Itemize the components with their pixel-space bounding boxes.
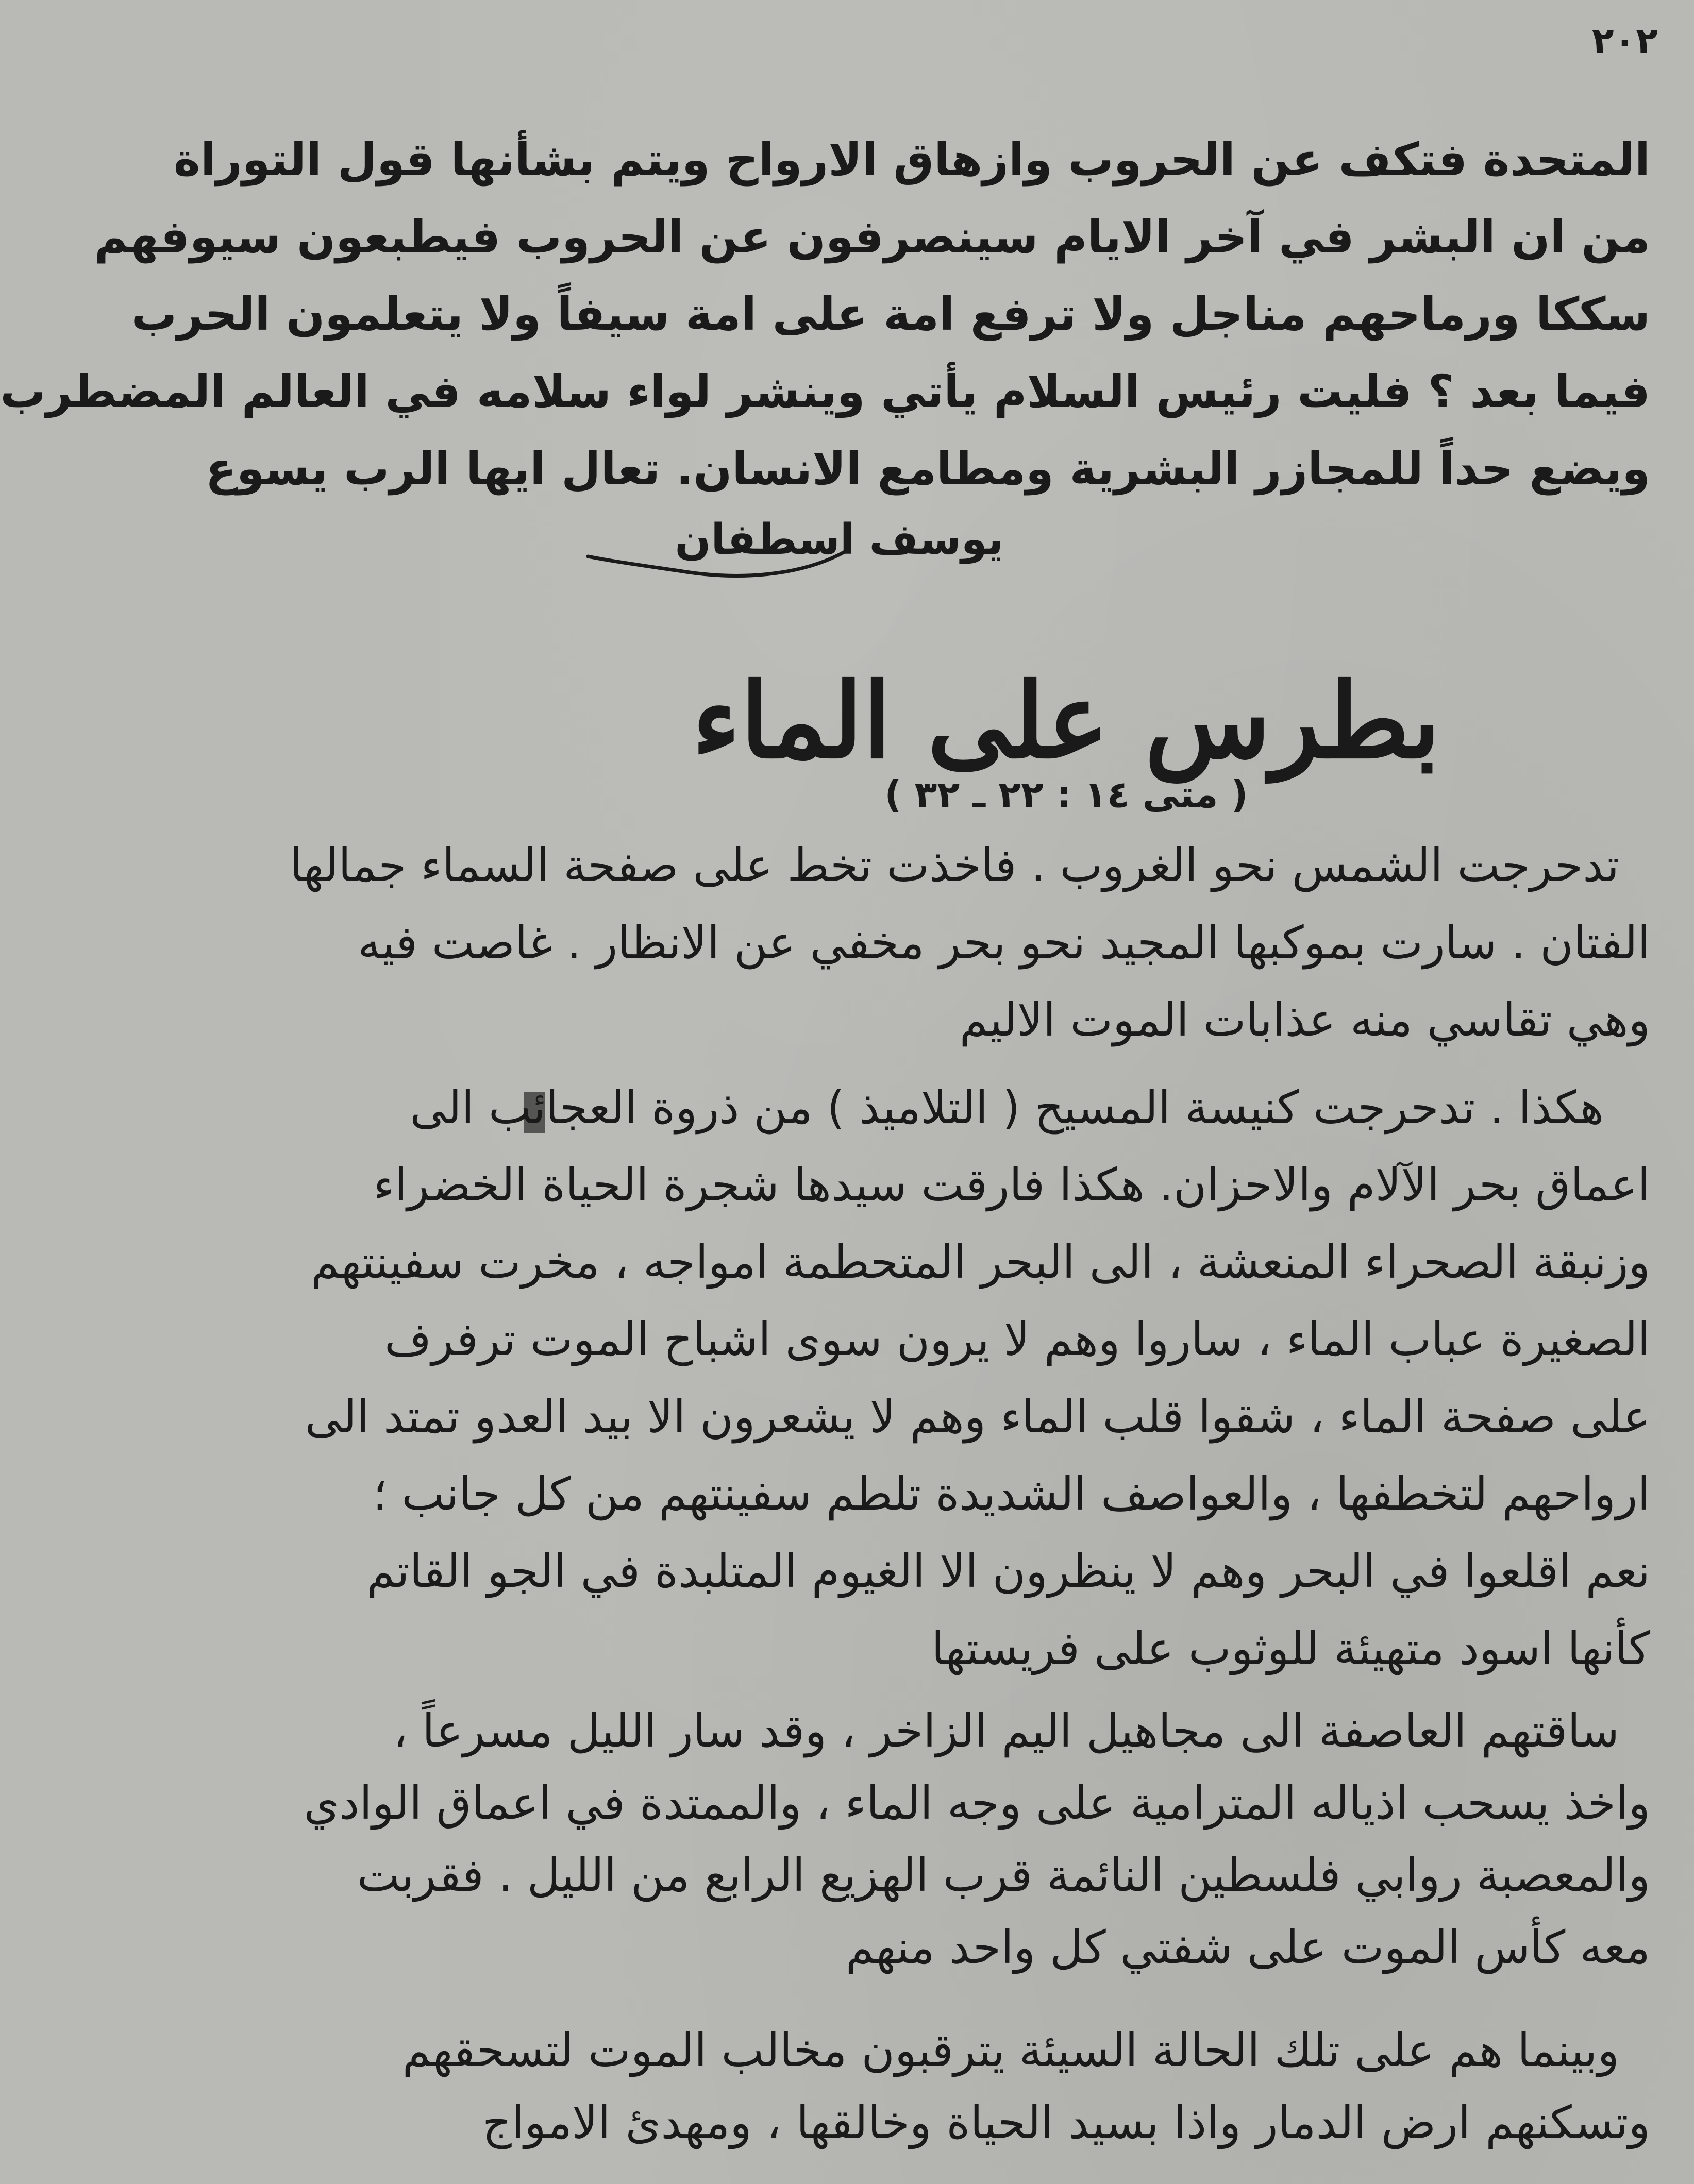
article-paragraph-2 xyxy=(305,1077,1650,1685)
text-line: تدحرجت الشمس نحو الغروب . فاخذت تخط على صفحة السماء جمالها xyxy=(290,839,1619,892)
article-title: بطرس على الماء xyxy=(692,661,1441,782)
text-line: واخذ يسحب اذياله المترامية على وجه الماء ، والممتدة في اعماق الوادي xyxy=(304,1776,1650,1830)
text-line: معه كأس الموت على شفتي كل واحد منهم xyxy=(845,1921,1650,1974)
text-line: كأنها اسود متهيئة للوثوب على فريستها xyxy=(931,1622,1650,1675)
text-line: من ان البشر في آخر الايام سينصرفون عن الحروب فيطبعون سيوفهم xyxy=(94,210,1650,263)
text-line: فيما بعد ؟ فليت رئيس السلام يأتي وينشر لواء سلامه في العالم المضطرب xyxy=(0,365,1650,418)
scripture-reference: ( متى ١٤ : ٢٢ ـ ٣٢ ) xyxy=(884,773,1248,816)
signature-flourish-icon xyxy=(583,536,851,582)
text-line: الفتان . سارت بموكبها المجيد نحو بحر مخفي عن الانظار . غاصت فيه xyxy=(358,916,1650,969)
top-paragraph xyxy=(0,118,1650,505)
text-line: على صفحة الماء ، شقوا قلب الماء وهم لا يشعرون الا بيد العدو تمتد الى xyxy=(305,1390,1650,1443)
text-line: المتحدة فتكف عن الحروب وازهاق الارواح ويتم بشأنها قول التوراة xyxy=(174,133,1650,186)
text-line: والمعصبة روابي فلسطين النائمة قرب الهزيع الرابع من الليل . فقربت xyxy=(357,1849,1650,1902)
text-line: نعم اقلعوا في البحر وهم لا ينظرون الا الغيوم المتلبدة في الجو القاتم xyxy=(366,1545,1650,1598)
text-line: وزنبقة الصحراء المنعشة ، الى البحر المتحطمة امواجه ، مخرت سفينتهم xyxy=(311,1235,1650,1289)
article-paragraph-3 xyxy=(304,1700,1650,1999)
text-line: وبينما هم على تلك الحالة السيئة يترقبون مخالب الموت لتسحقهم xyxy=(402,2024,1619,2077)
text-line: ويضع حداً للمجازر البشرية ومطامع الانسان. تعال ايها الرب يسوع xyxy=(205,442,1650,495)
article-paragraph-1 xyxy=(290,835,1650,1051)
article-paragraph-4 xyxy=(402,2020,1650,2174)
text-line: وهي تقاسي منه عذابات الموت الاليم xyxy=(959,993,1650,1046)
text-line: ارواحهم لتخطفها ، والعواصف الشديدة تلطم سفينتهم من كل جانب ؛ xyxy=(373,1467,1650,1520)
text-line: اعماق بحر الآلام والاحزان. هكذا فارقت سيدها شجرة الحياة الخضراء xyxy=(373,1158,1650,1211)
text-line: وتسكنهم ارض الدمار واذا بسيد الحياة وخالقها ، ومهدئ الامواج xyxy=(482,2096,1650,2149)
text-line: الصغيرة عباب الماء ، ساروا وهم لا يرون سوى اشباح الموت ترفرف xyxy=(384,1313,1650,1366)
author-signature: يوسف اسطفان xyxy=(675,515,1003,564)
text-line: هكذا . تدحرجت كنيسة المسيح ( التلاميذ ) من ذروة العجائب الى xyxy=(410,1081,1604,1134)
page-number: ٢٠٢ xyxy=(1591,20,1658,62)
text-line: ساقتهم العاصفة الى مجاهيل اليم الزاخر ، وقد سار الليل مسرعاً ، xyxy=(393,1704,1619,1757)
text-line: سككا ورماحهم مناجل ولا ترفع امة على امة سيفاً ولا يتعلمون الحرب xyxy=(131,287,1650,341)
